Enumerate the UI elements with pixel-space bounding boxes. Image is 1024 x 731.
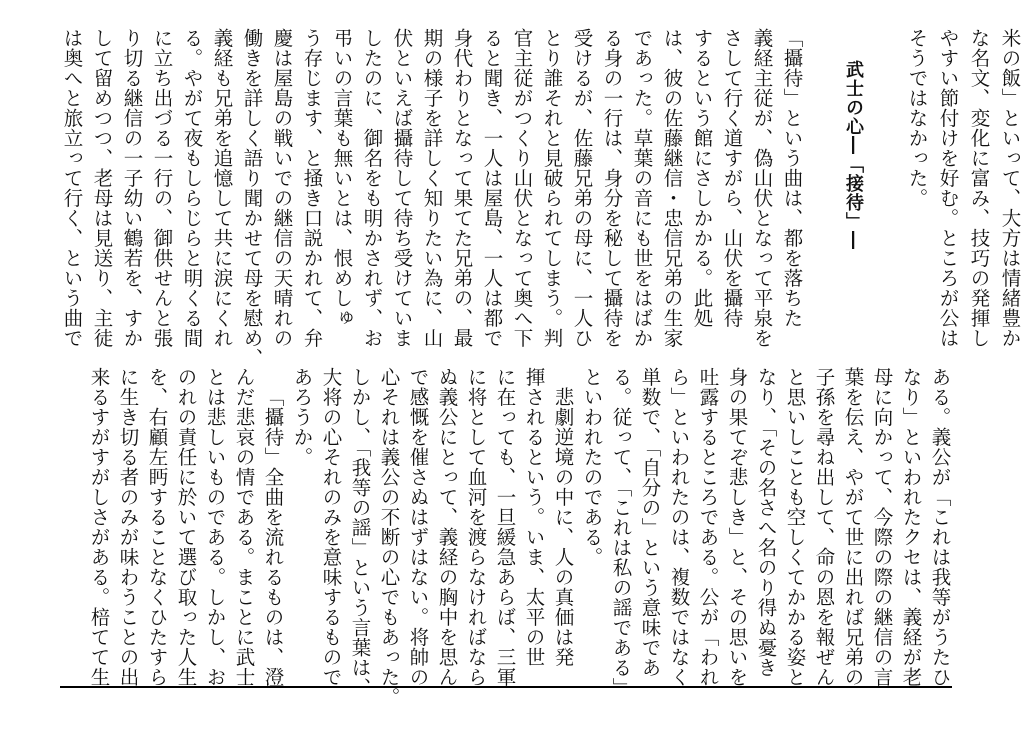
text-column: とり誰それと見破られてしまう。判 (540, 28, 564, 348)
text-column: ある。義公が「これは我等がうたひ (928, 367, 952, 687)
text-column: 母に向かって、今際の際の継信の言 (870, 367, 894, 687)
text-column: 期の様子を詳しく知りたい為に、山 (420, 28, 444, 348)
text-column: に在っても、一旦緩急あらば、三軍 (493, 367, 517, 687)
text-column: は奥へと旅立って行く、という曲で (60, 28, 84, 348)
text-column: して留めつつ、老母は見送り、主徒 (90, 28, 114, 348)
text-column: あろうか。 (290, 367, 314, 467)
text-column: 単数で、「自分の」という意味であ (638, 367, 662, 678)
text-column: 義経主従が、偽山伏となって平泉を (750, 28, 774, 348)
text-column: しかし、「我等の謡」という言葉は、 (348, 367, 372, 698)
text-column: ぬ義公にとって、義経の胸中を思ん (435, 367, 459, 687)
text-column: といわれたのである。 (580, 367, 604, 567)
text-column: 伏といえば攝待して待ち受けていま (390, 28, 414, 348)
text-column: なり」といわれたクセは、義経が老 (899, 367, 923, 687)
text-column: り切る継信の一子幼い鶴若を、すか (120, 28, 144, 348)
text-column: のれの責任に於いて選び取った人生 (174, 367, 198, 687)
text-column: に将として血河を渡らなければなら (464, 367, 488, 687)
text-column: る。従って、「これは私の謡である」 (609, 367, 633, 698)
text-column: う存じます、と掻き口説かれて、弁 (300, 28, 324, 348)
text-column: で感慨を催さぬはずはない。将帥の (406, 367, 430, 687)
text-column: 官主従がつくり山伏となって奥へ下 (510, 28, 534, 348)
text-column: 義経も兄弟を追憶して共に涙にくれ (210, 28, 234, 348)
text-column: 悲劇逆境の中に、人の真価は発 (551, 387, 575, 667)
text-column: そうではなかった。 (905, 28, 929, 208)
text-column: 心それは義公の不断の心でもあった。 (377, 367, 401, 707)
text-column: さして行く道すがら、山伏を攝待 (720, 28, 744, 328)
text-column: 「攝待」全曲を流れるものは、澄 (261, 387, 285, 687)
text-column: 身代わりとなって果てた兄弟の、最 (450, 28, 474, 348)
text-column: 身の果てぞ悲しき」と、その思いを (725, 367, 749, 687)
text-column: 吐露するところである。公が「われ (696, 367, 720, 687)
text-column: ら」といわれたのは、複数ではなく (667, 367, 691, 687)
text-column: 揮されるという。いま、太平の世 (522, 367, 546, 667)
text-column: 受けるが、佐藤兄弟の母に、一人ひ (570, 28, 594, 348)
text-column: る身の一行は、身分を秘して攝待を (600, 28, 624, 348)
text-column: る。やがて夜もしらじらと明くる間 (180, 28, 204, 348)
text-column: 大将の心それのみを意味するもので (319, 367, 343, 687)
text-column: やすい節付けを好む。ところが公は (936, 28, 960, 348)
text-column: は、彼の佐藤継信・忠信兄弟の生家 (660, 28, 684, 348)
text-column: であった。草葉の音にも世をはばか (630, 28, 654, 348)
text-column: な名文、変化に富み、技巧の発揮し (967, 28, 991, 348)
bottom-rule (60, 686, 952, 688)
text-column: 弔いの言葉も無いとは、恨めしゅ (330, 28, 354, 328)
text-column: したのに、御名をも明かされず、お (360, 28, 384, 348)
text-column: 子孫を尋ね出して、命の恩を報ぜん (812, 367, 836, 687)
text-column: 来るすがすがしさがある。棓てて生 (87, 367, 111, 687)
text-column: 葉を伝え、やがて世に出れば兄弟の (841, 367, 865, 687)
text-column: に生き切る者のみが味わうことの出 (116, 367, 140, 687)
text-column: と思いしことも空しくてかかる姿と (783, 367, 807, 687)
section-heading: 武士の心―「接待」― (843, 60, 864, 250)
text-column: 慶は屋島の戦いでの継信の天晴れの (270, 28, 294, 348)
text-column: なり、「その名さへ名のり得ぬ憂き (754, 367, 778, 678)
text-column: を、右顧左眄することなくひたすら (145, 367, 169, 687)
text-column: 働きを詳しく語り聞かせて母を慰め、 (240, 28, 264, 368)
text-column: 「攝待」という曲は、都を落ちた (780, 28, 804, 328)
text-column: 米の飯」といって、大方は情緒豊か (998, 28, 1022, 348)
text-column: とは悲しいものである。しかし、お (203, 367, 227, 687)
text-column: んだ悲哀の情である。まことに武士 (232, 367, 256, 687)
text-column: に立ち出づる一行の、御供せんと張 (150, 28, 174, 348)
text-column: ると聞き、一人は屋島、一人は都で (480, 28, 504, 348)
text-column: するという館にさしかかる。此処 (690, 28, 714, 328)
